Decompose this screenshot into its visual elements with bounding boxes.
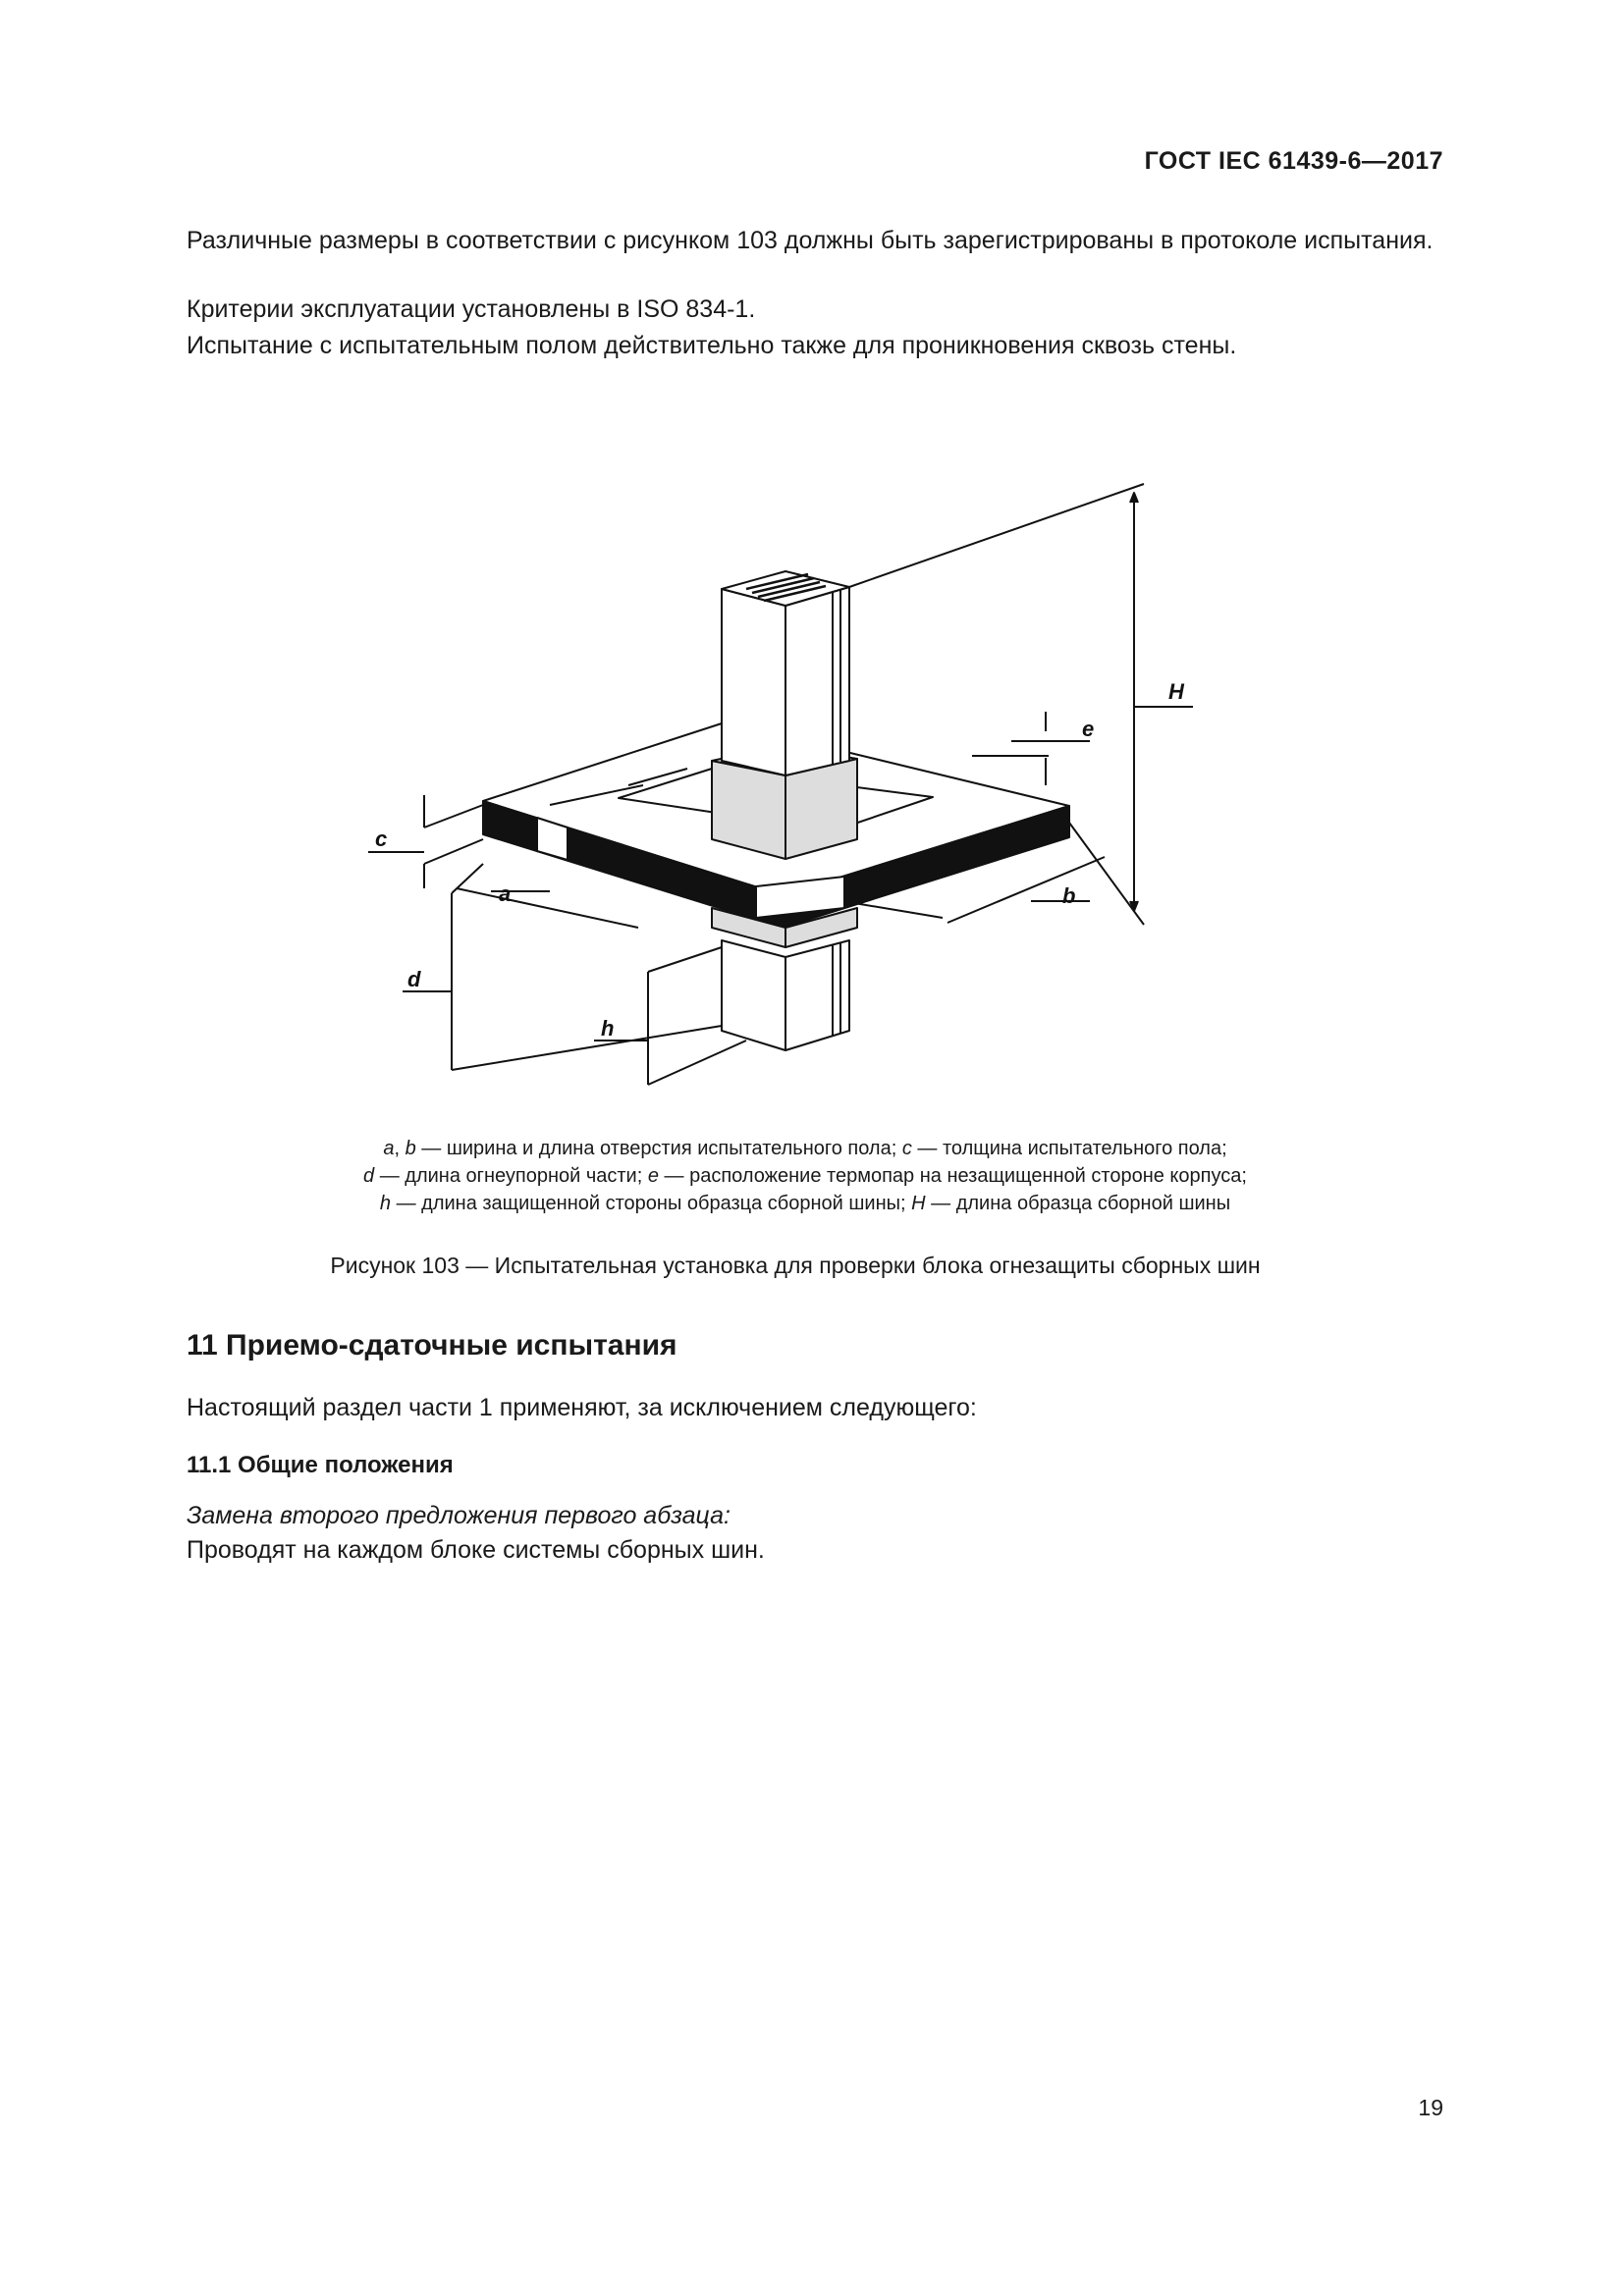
dim-label-d: d (407, 967, 421, 991)
busbar-lower-left-face (722, 940, 785, 1050)
paragraph-walls: Испытание с испытательным полом действительно также для проникновения сквозь стены. (187, 332, 1237, 359)
dim-label-c: c (375, 827, 388, 851)
legend-line-2: d — длина огнеупорной части; e — расположение термопар на незащищенной стороне корпуса; (363, 1165, 1247, 1187)
paragraph-criteria: Критерии эксплуатации установлены в ISO 834-1. (187, 295, 756, 323)
dim-label-b: b (1062, 883, 1076, 908)
test-setup-figure (0, 0, 1624, 1129)
replacement-note: Замена второго предложения первого абзаца: (187, 1502, 731, 1529)
figure-caption: Рисунок 103 — Испытательная установка для проверки блока огнезащиты сборных шин (330, 1253, 1261, 1278)
dim-label-a: a (499, 881, 512, 906)
dim-label-H: H (1168, 679, 1184, 704)
page-number: 19 (1418, 2095, 1443, 2120)
dim-label-h: h (601, 1016, 615, 1041)
legend-line-3: h — длина защищенной стороны образца сборной шины; H — длина образца сборной шины (379, 1193, 1231, 1214)
legend-line-1: a, b — ширина и длина отверстия испытательного пола; c — толщина испытательного пола; (383, 1138, 1227, 1159)
document-header-code: ГОСТ IEC 61439-6—2017 (1144, 147, 1443, 175)
busbar-upper-left-face (722, 589, 785, 775)
paragraph-dimensions: Различные размеры в соответствии с рисунком 103 должны быть зарегистрированы в протоколе испытания. (187, 227, 1434, 254)
subsection-title: 11.1 Общие положения (187, 1452, 454, 1478)
dim-label-e: e (1082, 717, 1095, 741)
section-intro: Настоящий раздел части 1 применяют, за исключением следующего: (187, 1394, 977, 1421)
replacement-text: Проводят на каждом блоке системы сборных шин. (187, 1536, 765, 1564)
section-title: 11 Приемо-сдаточные испытания (187, 1329, 677, 1362)
figure-legend (196, 1135, 1414, 1217)
